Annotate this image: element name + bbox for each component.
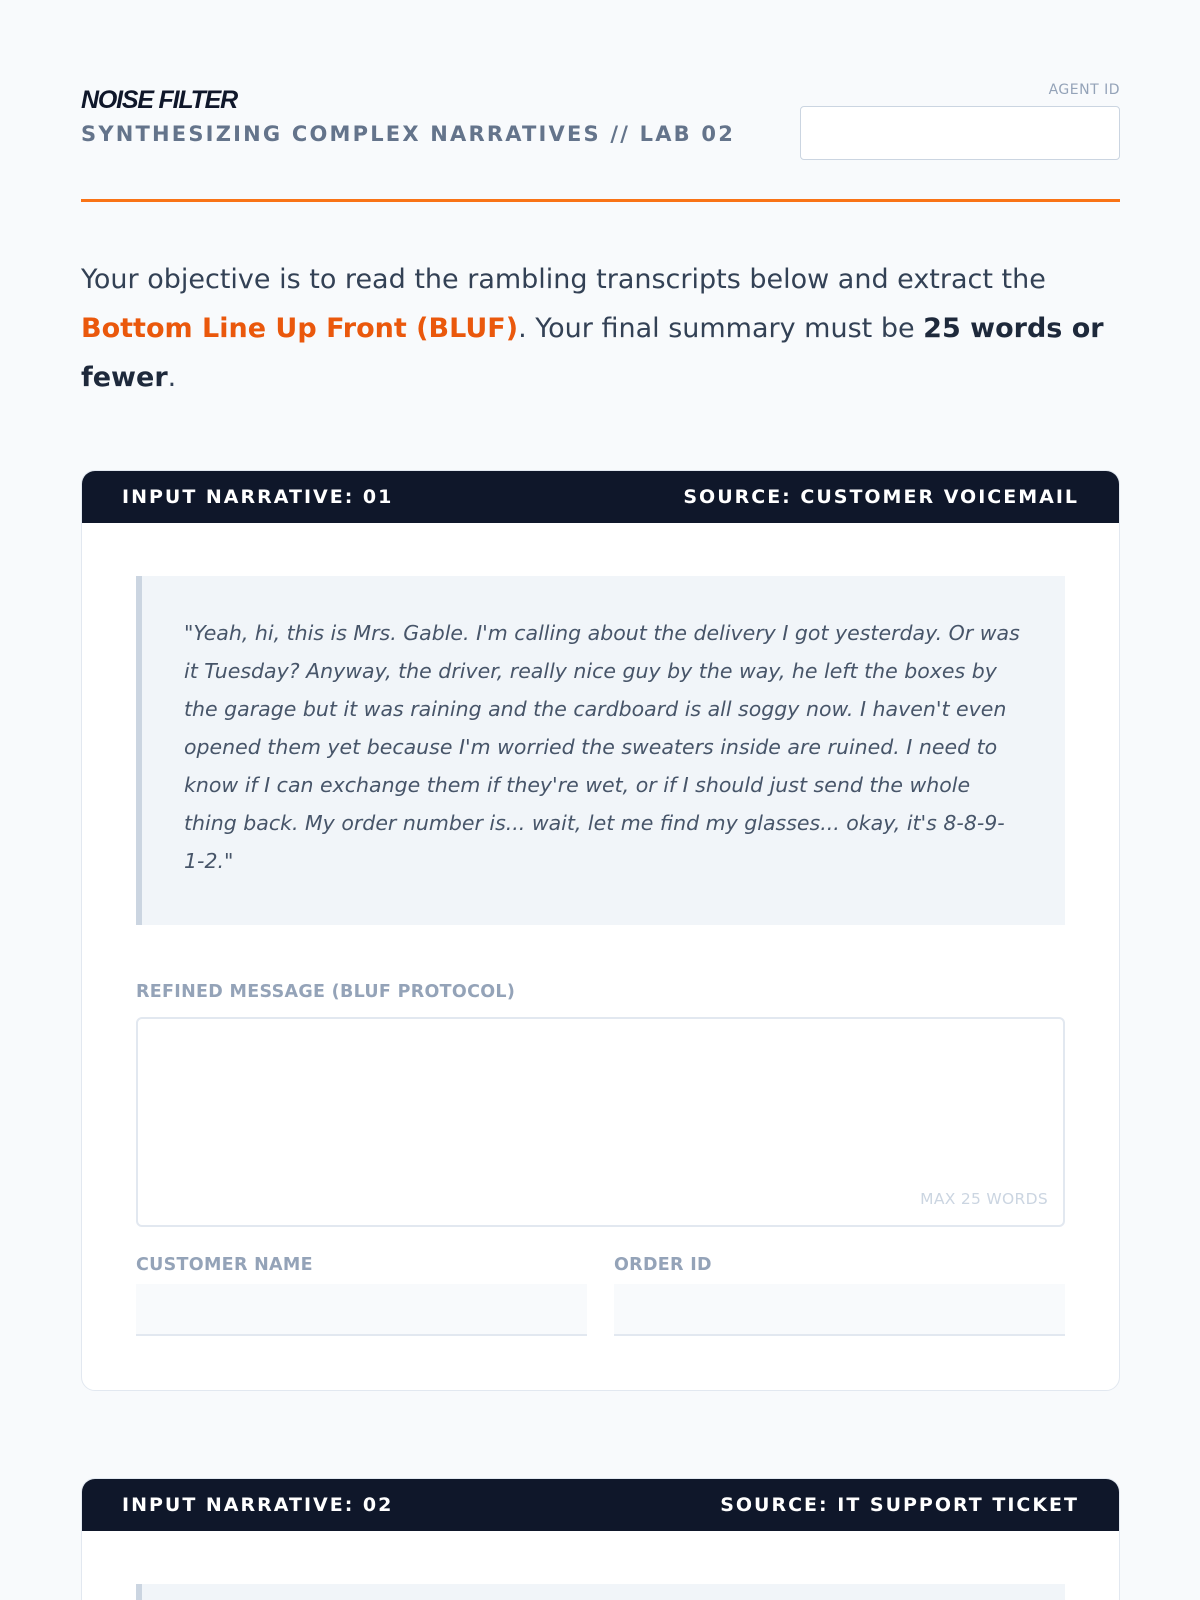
- narrative-title: INPUT NARRATIVE: 01: [122, 486, 394, 508]
- detail-fields-row: [136, 1255, 1065, 1336]
- word-limit-hint: MAX 25 WORDS: [920, 1190, 1048, 1208]
- brand-title: NOISE FILTER: [81, 86, 237, 114]
- bluf-highlight: Bottom Line Up Front (BLUF): [81, 313, 519, 344]
- order-id-input[interactable]: [614, 1284, 1065, 1336]
- narrative-card-01: [81, 470, 1120, 1391]
- narrative-source: SOURCE: IT SUPPORT TICKET: [720, 1494, 1079, 1516]
- refined-message-label: REFINED MESSAGE (BLUF PROTOCOL): [136, 982, 516, 1002]
- card-body: [82, 523, 1119, 1390]
- customer-name-group: [136, 1255, 587, 1336]
- instructions: [81, 255, 1121, 402]
- narrative-source: SOURCE: CUSTOMER VOICEMAIL: [683, 486, 1079, 508]
- customer-name-input[interactable]: [136, 1284, 587, 1336]
- word-limit-emphasis: 25 words or fewer: [81, 313, 1104, 393]
- customer-name-label: CUSTOMER NAME: [136, 1255, 313, 1275]
- page-header: [81, 82, 1120, 202]
- page-subtitle: SYNTHESIZING COMPLEX NARRATIVES // LAB 02: [81, 122, 736, 146]
- instructions-text-3: .: [167, 362, 177, 393]
- refined-message-textarea[interactable]: [136, 1017, 1065, 1227]
- instructions-text-2: . Your final summary must be: [518, 313, 924, 344]
- narrative-title: INPUT NARRATIVE: 02: [122, 1494, 394, 1516]
- agent-id-input[interactable]: [800, 106, 1120, 160]
- instructions-text-1: Your objective is to read the rambling transcripts below and extract the: [81, 264, 1046, 295]
- order-id-group: [614, 1255, 1065, 1336]
- narrative-card-02: [81, 1478, 1120, 1600]
- order-id-label: ORDER ID: [614, 1255, 712, 1275]
- card-header: [82, 1479, 1119, 1531]
- transcript-quote: [136, 1584, 1065, 1600]
- transcript-quote: "Yeah, hi, this is Mrs. Gable. I'm calling about the delivery I got yesterday. Or was it Tuesday? Anyway, the driver, really nice guy by the way, he left the boxes by the garage but it was raining and the cardboard is all soggy now. I haven't even opened them yet because I'm worried the sweaters inside are ruined. I need to know if I can exchange them if they're wet, or if I should just send the whole thing back. My order number is... wait, let me find my glasses... okay, it's 8-8-9-1-2.": [136, 576, 1065, 925]
- agent-id-label: AGENT ID: [1048, 82, 1120, 98]
- card-body: [82, 1531, 1119, 1600]
- card-header: [82, 471, 1119, 523]
